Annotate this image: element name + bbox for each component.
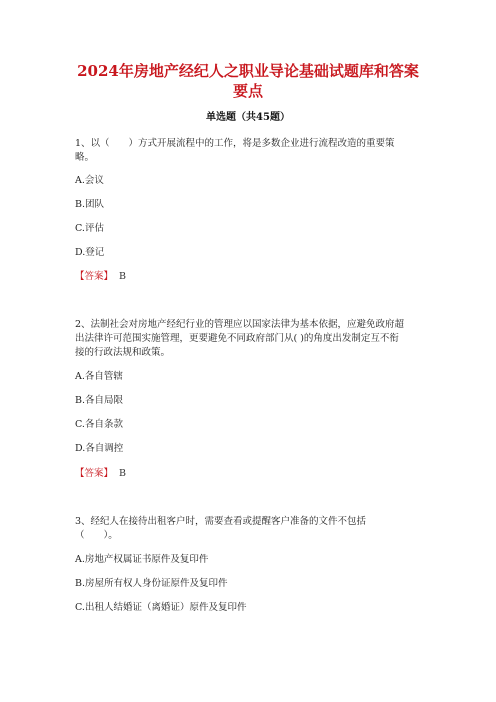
option-d: D.登记 (75, 247, 105, 258)
option-d: D.各自调控 (75, 443, 124, 454)
question-stem-line: 接的行政法规和政策。 (75, 347, 171, 358)
question-stem-line: 3、经纪人在接待出租客户时，需要查看或提醒客户准备的文件不包括 (75, 516, 367, 527)
question-stem-line: 1、以（ ）方式开展流程中的工作，将是多数企业进行流程改造的重要策 (75, 138, 395, 149)
option-c: C.出租人结婚证（离婚证）原件及复印件 (75, 602, 247, 613)
option-a: A.会议 (75, 175, 104, 186)
document-title-line-1: 2024年房地产经纪人之职业导论基础试题库和答案 (77, 62, 419, 80)
question-stem-line: 出法律许可范围实施管理，更要避免不同政府部门从( )的角度出发制定互不衔 (75, 333, 399, 344)
question-stem-line: （ ）。 (75, 530, 118, 541)
document-title-line-2: 要点 (232, 82, 263, 100)
question-stem-line: 2、法制社会对房地产经纪行业的管理应以国家法律为基本依据，应避免政府超 (75, 319, 405, 330)
answer-value: B (119, 468, 126, 479)
answer-line (75, 467, 126, 481)
option-a: A.房地产权属证书原件及复印件 (75, 554, 209, 565)
section-heading: 单选题（共45题） (206, 112, 290, 123)
answer-value: B (119, 271, 126, 282)
question-stem-line: 略。 (75, 152, 95, 163)
option-c: C.评估 (75, 223, 104, 234)
option-b: B.房屋所有权人身份证原件及复印件 (75, 578, 228, 589)
answer-line (75, 270, 126, 284)
option-c: C.各自条款 (75, 419, 123, 430)
option-a: A.各自管辖 (75, 371, 123, 382)
option-b: B.团队 (75, 199, 105, 210)
option-b: B.各自局限 (75, 395, 124, 406)
answer-label: 【答案】 (75, 271, 114, 282)
answer-label: 【答案】 (75, 468, 114, 479)
